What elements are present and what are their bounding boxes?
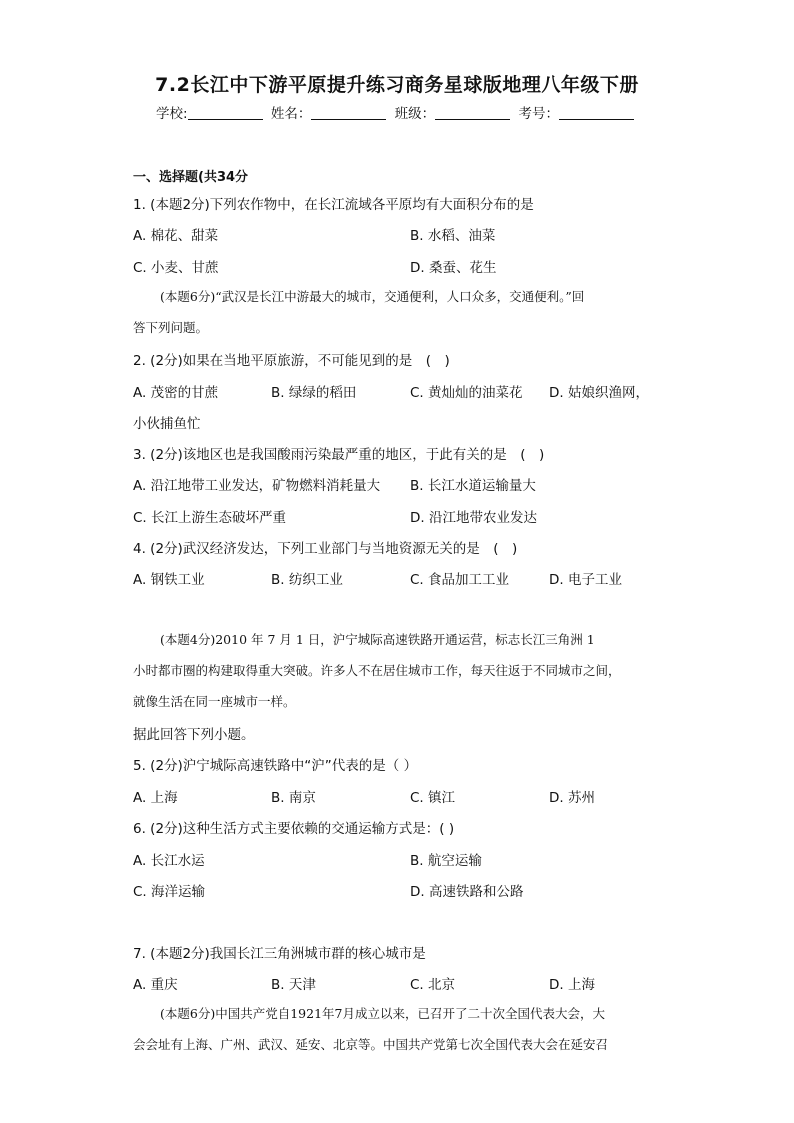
question-6-option-a[interactable]: A. 长江水运 (133, 853, 205, 869)
question-2-option-d-continued: 小伙捕鱼忙 (133, 416, 201, 432)
material-2-line-3: 就像生活在同一座城市一样。 (133, 694, 296, 709)
question-2-option-d[interactable]: D. 姑娘织渔网， (549, 385, 649, 401)
material-2-line-2: 小时都市圈的构建取得重大突破。许多人不在居住城市工作，每天往返于不同城市之间， (133, 663, 621, 678)
question-3-option-a[interactable]: A. 沿江地带工业发达，矿物燃料消耗量大 (133, 478, 381, 494)
question-4-option-b[interactable]: B. 纺织工业 (271, 572, 343, 588)
student-info-row (0, 102, 794, 122)
material-3-line-1: (本题6分)中国共产党自1921年7月成立以来，已召开了二十次全国代表大会，大 (160, 1006, 605, 1021)
question-4-option-a[interactable]: A. 钢铁工业 (133, 572, 205, 588)
question-7-option-b[interactable]: B. 天津 (271, 977, 316, 993)
question-7-option-a[interactable]: A. 重庆 (133, 977, 178, 993)
class-label: 班级： (394, 106, 436, 122)
question-2-option-b[interactable]: B. 绿绿的稻田 (271, 385, 357, 401)
question-7-stem: 7. (本题2分)我国长江三角洲城市群的核心城市是 (133, 946, 426, 962)
question-7-option-d[interactable]: D. 上海 (549, 977, 595, 993)
material-2-line-1: (本题4分)2010 年 7 月 1 日，沪宁城际高速铁路开通运营，标志长江三角洲 1 (160, 632, 595, 647)
question-1-option-a[interactable]: A. 棉花、甜菜 (133, 228, 219, 244)
question-5-option-d[interactable]: D. 苏州 (549, 790, 595, 806)
school-blank[interactable] (188, 105, 263, 120)
question-2-option-a[interactable]: A. 茂密的甘蔗 (133, 385, 219, 401)
question-7-option-c[interactable]: C. 北京 (410, 977, 456, 993)
name-label: 姓名： (270, 106, 312, 122)
question-6-option-c[interactable]: C. 海洋运输 (133, 884, 206, 900)
material-1-line-2: 答下列问题。 (133, 320, 209, 335)
question-4-stem: 4. (2分)武汉经济发达，下列工业部门与当地资源无关的是 ( ) (133, 541, 518, 557)
question-2-option-c[interactable]: C. 黄灿灿的油菜花 (410, 385, 523, 401)
question-1-stem: 1. (本题2分)下列农作物中，在长江流域各平原均有大面积分布的是 (133, 197, 534, 213)
question-5-option-c[interactable]: C. 镇江 (410, 790, 456, 806)
question-1-option-b[interactable]: B. 水稻、油菜 (410, 228, 496, 244)
question-5-option-b[interactable]: B. 南京 (271, 790, 316, 806)
section-heading: 一、选择题(共34分 (133, 170, 249, 185)
school-label: 学校: (156, 106, 188, 122)
name-blank[interactable] (311, 105, 386, 120)
question-3-option-b[interactable]: B. 长江水道运输量大 (410, 478, 536, 494)
question-3-stem: 3. (2分)该地区也是我国酸雨污染最严重的地区，于此有关的是 ( ) (133, 447, 545, 463)
question-3-option-d[interactable]: D. 沿江地带农业发达 (410, 510, 537, 526)
question-6-option-d[interactable]: D. 高速铁路和公路 (410, 884, 524, 900)
question-3-option-c[interactable]: C. 长江上游生态破坏严重 (133, 510, 287, 526)
question-1-option-d[interactable]: D. 桑蚕、花生 (410, 260, 497, 276)
question-5-option-a[interactable]: A. 上海 (133, 790, 178, 806)
question-2-stem: 2. (2分)如果在当地平原旅游，不可能见到的是 ( ) (133, 353, 450, 369)
question-5-stem: 5. (2分)沪宁城际高速铁路中“沪”代表的是（ ） (133, 758, 418, 774)
material-1-line-1: (本题6分)“武汉是长江中游最大的城市，交通便利，人口众多，交通便利。”回 (160, 289, 585, 304)
question-6-stem: 6. (2分)这种生活方式主要依赖的交通运输方式是：( ) (133, 821, 455, 837)
class-blank[interactable] (435, 105, 510, 120)
exam-number-label: 考号： (518, 106, 559, 122)
material-3-line-2: 会会址有上海、广州、武汉、延安、北京等。中国共产党第七次全国代表大会在延安召 (133, 1037, 609, 1052)
question-4-option-d[interactable]: D. 电子工业 (549, 572, 622, 588)
question-6-option-b[interactable]: B. 航空运输 (410, 853, 482, 869)
page-title: 7.2长江中下游平原提升练习商务星球版地理八年级下册 (155, 74, 639, 96)
exam-number-blank[interactable] (559, 105, 634, 120)
question-4-option-c[interactable]: C. 食品加工工业 (410, 572, 510, 588)
material-2-instruction: 据此回答下列小题。 (133, 727, 255, 743)
question-1-option-c[interactable]: C. 小麦、甘蔗 (133, 260, 219, 276)
